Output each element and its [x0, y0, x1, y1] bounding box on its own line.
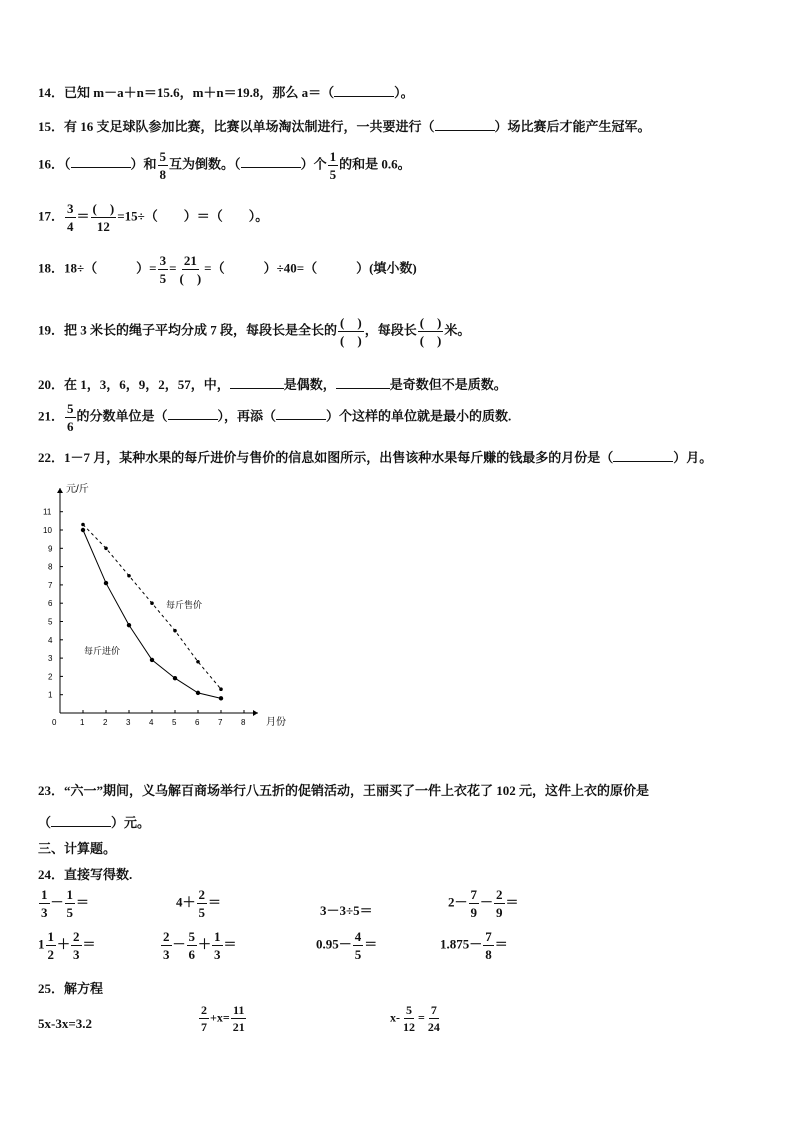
- operator: ＋: [57, 936, 71, 952]
- numerator: ( ): [419, 315, 442, 330]
- operator: ＝: [76, 894, 90, 910]
- question-number: 18．: [38, 260, 65, 276]
- numerator: 7: [470, 887, 478, 902]
- answer-blank[interactable]: [168, 407, 218, 420]
- question-text: ），再添（: [217, 408, 277, 424]
- y-axis-arrow: [57, 488, 63, 493]
- denominator: 9: [496, 905, 503, 920]
- buy-price-point: [150, 658, 154, 662]
- question-22: [38, 447, 712, 466]
- y-tick-label: 10: [43, 526, 52, 535]
- fraction: [177, 254, 203, 285]
- y-tick-label: 7: [48, 580, 53, 590]
- fraction: [231, 1004, 247, 1033]
- question-number: 14．: [38, 85, 65, 100]
- series-label-buy: 每斤进价: [84, 646, 121, 656]
- fraction: [483, 930, 494, 961]
- denominator: 5: [354, 947, 362, 962]
- chart-series: [81, 523, 223, 701]
- fraction: [158, 254, 169, 285]
- operator: ＝: [208, 894, 222, 910]
- question-24: [38, 864, 132, 883]
- question-23: [38, 780, 649, 799]
- fraction: [401, 1004, 417, 1033]
- fraction: [199, 1004, 209, 1033]
- operator: ＝: [364, 936, 378, 952]
- operator: －: [172, 936, 186, 952]
- answer-blank[interactable]: [241, 155, 301, 168]
- chart-ticks: [43, 508, 246, 727]
- buy-price-point: [196, 691, 200, 695]
- x-axis-label: 月份: [266, 717, 286, 728]
- question-text: 的分数单位是（: [76, 408, 168, 424]
- numerator: 1: [47, 929, 54, 944]
- numerator: 21: [183, 253, 197, 268]
- buy-price-point: [173, 676, 177, 680]
- operator: ＝: [82, 936, 96, 952]
- sell-price-point: [150, 601, 154, 605]
- fraction: [65, 402, 76, 433]
- numerator: 3: [159, 253, 167, 268]
- numerator: 2: [73, 929, 80, 944]
- fraction: [187, 930, 198, 961]
- denominator: 4: [67, 219, 74, 234]
- question-number: 25．: [38, 981, 65, 996]
- question-number: 16．: [38, 156, 65, 172]
- answer-blank[interactable]: [71, 155, 131, 168]
- numerator: 5: [188, 929, 196, 944]
- y-tick-label: 2: [48, 672, 53, 682]
- question-20: [38, 374, 507, 393]
- question-text: ）元。: [111, 815, 151, 830]
- numerator: 2: [496, 887, 503, 902]
- question-text: 在 1，3，6，9，2，57，中，: [64, 377, 230, 392]
- x-tick-label: 5: [172, 718, 177, 727]
- question-text: （: [64, 156, 71, 172]
- expression-text: 2－: [448, 894, 468, 910]
- question-19: [38, 316, 470, 347]
- question-number: 17．: [38, 208, 65, 224]
- fraction: [161, 930, 172, 961]
- question-text: =: [169, 260, 177, 276]
- x-tick-label: 7: [218, 718, 223, 727]
- fraction: [353, 930, 364, 961]
- x-tick-label: 2: [103, 718, 108, 727]
- sell-price-point: [104, 547, 108, 551]
- answer-blank[interactable]: [230, 376, 284, 389]
- operator: －: [50, 894, 64, 910]
- calc-item: [160, 930, 237, 961]
- question-text: 是奇数但不是质数。: [389, 377, 507, 392]
- fraction: [91, 202, 117, 233]
- y-tick-label: 9: [48, 544, 53, 554]
- denominator: 9: [470, 905, 478, 920]
- numerator: 1: [66, 887, 74, 902]
- x-tick-label: 0: [52, 718, 57, 727]
- operator: ＝: [505, 894, 519, 910]
- buy-price-point: [104, 581, 108, 585]
- operator: －: [480, 894, 494, 910]
- question-number: 19．: [38, 322, 65, 338]
- question-number: 15．: [38, 119, 65, 134]
- y-tick-label: 1: [48, 690, 53, 700]
- sell-price-point: [219, 687, 223, 691]
- whole-number: 1: [38, 936, 45, 952]
- numerator: 5: [67, 401, 74, 416]
- question-text: 解方程: [64, 981, 104, 996]
- section-heading: 三、计算题。: [38, 841, 117, 856]
- question-text: ＝: [76, 208, 90, 224]
- numerator: 5: [406, 1003, 412, 1017]
- question-text: 有 16 支足球队参加比赛，比赛以单场淘汰制进行，一共要进行（: [64, 119, 435, 134]
- answer-blank[interactable]: [276, 407, 326, 420]
- denominator: ( ): [340, 333, 362, 348]
- question-number: 20．: [38, 377, 65, 392]
- buy-price-point: [219, 696, 223, 700]
- question-text: ）个这样的单位就是最小的质数.: [326, 408, 512, 424]
- fraction: [46, 930, 57, 961]
- x-tick-label: 4: [149, 718, 154, 727]
- y-tick-label: 6: [48, 599, 53, 609]
- question-text: 1－7 月，某种水果的每斤进价与售价的信息如图所示，出售该种水果每斤赚的钱最多的月份是（: [64, 450, 614, 465]
- denominator: ( ): [419, 333, 442, 348]
- y-tick-label: 3: [48, 654, 53, 664]
- question-17: [38, 202, 268, 233]
- operator: ＝: [494, 936, 508, 952]
- expression-text: 0.95－: [316, 936, 352, 952]
- buy-price-point: [81, 528, 85, 532]
- numerator: 1: [41, 887, 48, 902]
- numerator: 7: [430, 1003, 437, 1017]
- denominator: 5: [159, 271, 167, 286]
- question-number: 22．: [38, 450, 65, 465]
- equation-item: [390, 1004, 443, 1033]
- buy-price-point: [127, 623, 131, 627]
- question-21: [38, 402, 511, 433]
- calc-item: [38, 930, 96, 961]
- denominator: 3: [41, 905, 48, 920]
- answer-blank[interactable]: [613, 449, 673, 462]
- numerator: 5: [159, 149, 167, 164]
- fraction: [71, 930, 82, 961]
- denominator: 3: [73, 947, 80, 962]
- numerator: ( ): [92, 201, 115, 216]
- calc-item: [316, 930, 377, 961]
- y-tick-label: 5: [48, 617, 53, 627]
- numerator: 3: [67, 201, 74, 216]
- numerator: 2: [201, 1003, 207, 1017]
- question-text: =（ ）÷40=（ ）(填小数): [204, 260, 417, 276]
- question-text: ）和: [130, 156, 157, 172]
- denominator: 24: [427, 1020, 440, 1034]
- denominator: ( ): [179, 271, 202, 286]
- fraction: [418, 316, 444, 347]
- y-tick-label: 8: [48, 562, 53, 572]
- denominator: 7: [201, 1020, 207, 1034]
- x-tick-label: 3: [126, 718, 131, 727]
- calc-item: 3－3÷5＝: [320, 903, 373, 918]
- denominator: 5: [329, 167, 337, 182]
- equation-item: [198, 1004, 248, 1033]
- question-text: 把 3 米长的绳子平均分成 7 段，每段长是全长的: [64, 322, 338, 338]
- operator: ＋: [198, 936, 212, 952]
- question-number: 21．: [38, 408, 65, 424]
- question-text: 互为倒数。（: [169, 156, 241, 172]
- denominator: 12: [96, 219, 110, 234]
- question-15: [38, 116, 651, 135]
- fraction: [469, 888, 480, 919]
- fraction: [158, 150, 169, 181]
- question-text: =15÷（ ）＝（ ）。: [117, 208, 269, 224]
- question-25: [38, 978, 103, 997]
- expression-text: x-: [390, 1010, 400, 1025]
- x-tick-label: 6: [195, 718, 200, 727]
- calc-item: [448, 888, 519, 919]
- price-line-chart: [38, 480, 298, 735]
- answer-blank[interactable]: [336, 376, 390, 389]
- numerator: 2: [163, 929, 170, 944]
- fraction: [328, 150, 339, 181]
- denominator: 2: [47, 947, 54, 962]
- expression-text: 4＋: [176, 894, 196, 910]
- denominator: 12: [403, 1020, 415, 1034]
- sell-price-point: [81, 523, 85, 527]
- question-16: [38, 150, 411, 181]
- numerator: 4: [354, 929, 362, 944]
- y-tick-label: 11: [43, 507, 52, 517]
- denominator: 8: [159, 167, 167, 182]
- answer-blank[interactable]: [435, 118, 495, 131]
- question-text: 米。: [444, 322, 471, 338]
- numerator: 1: [214, 929, 221, 944]
- operator: =: [418, 1010, 425, 1025]
- denominator: 8: [485, 947, 492, 962]
- numerator: ( ): [340, 315, 362, 330]
- question-text: 的和是 0.6。: [339, 156, 411, 172]
- question-text: ）。: [394, 85, 414, 100]
- question-text: ）场比赛后才能产生冠军。: [494, 119, 651, 134]
- question-text: （: [38, 815, 52, 830]
- question-text: 18÷（ ）=: [64, 260, 157, 276]
- fraction: [197, 888, 208, 919]
- fraction: [338, 316, 364, 347]
- denominator: 6: [188, 947, 196, 962]
- fraction: [65, 888, 76, 919]
- fraction: [212, 930, 223, 961]
- denominator: 21: [232, 1020, 245, 1034]
- buy-price-line: [83, 530, 221, 698]
- question-text: “六一”期间，义乌解百商场举行八五折的促销活动，王丽买了一件上衣花了 102 元，这件上衣的原价是: [64, 783, 650, 798]
- fraction: [39, 888, 50, 919]
- denominator: 6: [67, 419, 74, 434]
- sell-price-point: [127, 574, 131, 578]
- question-14: [38, 82, 414, 101]
- numerator: 2: [198, 887, 206, 902]
- question-number: 24．: [38, 867, 65, 882]
- question-text: 是偶数，: [283, 377, 336, 392]
- calc-item: [176, 888, 221, 919]
- calc-item: [38, 888, 89, 919]
- denominator: 3: [163, 947, 170, 962]
- numerator: 7: [485, 929, 492, 944]
- operator: ＝: [223, 936, 237, 952]
- denominator: 5: [198, 905, 206, 920]
- y-tick-label: 4: [48, 635, 53, 645]
- denominator: 5: [66, 905, 74, 920]
- denominator: 3: [214, 947, 221, 962]
- y-axis-label: 元/斤: [66, 484, 89, 495]
- sell-price-point: [173, 629, 177, 633]
- numerator: 1: [329, 149, 337, 164]
- chart-axes: [57, 488, 258, 716]
- x-tick-label: 1: [80, 718, 85, 727]
- question-18: [38, 254, 417, 285]
- numerator: 11: [233, 1003, 245, 1017]
- expression-text: 1.875－: [440, 936, 483, 952]
- answer-blank[interactable]: [51, 814, 111, 827]
- equation-item: 5x-3x=3.2: [38, 1016, 92, 1031]
- calc-item: [440, 930, 508, 961]
- x-tick-label: 8: [241, 718, 246, 727]
- answer-blank[interactable]: [334, 84, 394, 97]
- question-text: 直接写得数.: [64, 867, 133, 882]
- fraction: [65, 202, 76, 233]
- series-label-sell: 每斤售价: [166, 600, 203, 610]
- sell-price-point: [196, 660, 200, 664]
- fraction: [494, 888, 505, 919]
- question-number: 23．: [38, 783, 65, 798]
- fraction: [426, 1004, 442, 1033]
- x-axis-arrow: [253, 710, 258, 716]
- expression-text: +x=: [210, 1010, 230, 1025]
- question-23-line-2: [38, 812, 150, 831]
- question-text: ）月。: [673, 450, 713, 465]
- question-text: ，每段长: [364, 322, 417, 338]
- question-text: ）个: [300, 156, 327, 172]
- question-text: 已知 m－a＋n＝15.6，m＋n＝19.8，那么 a＝（: [64, 85, 335, 100]
